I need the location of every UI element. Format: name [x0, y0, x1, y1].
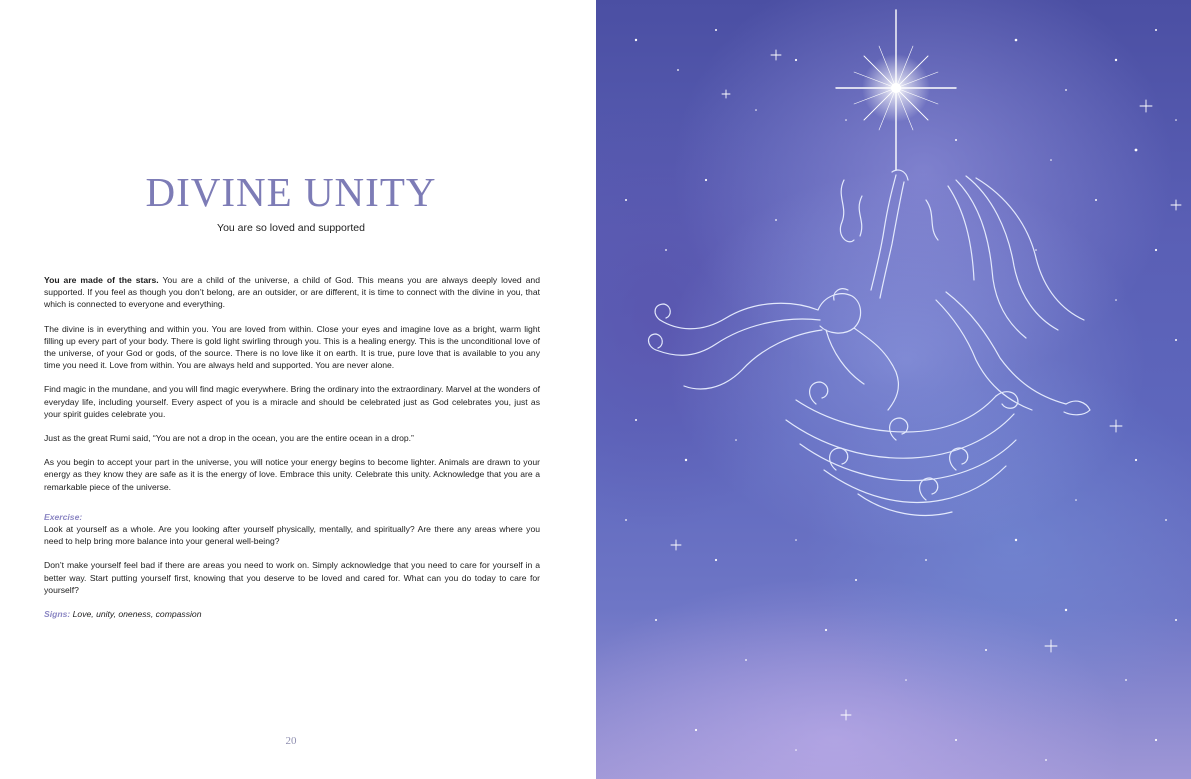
page-title: DIVINE UNITY	[145, 169, 437, 215]
page-subtitle: You are so loved and supported	[217, 222, 365, 234]
paragraph-2: The divine is in everything and within you. You are loved from within. Close your eyes and imagine love as a bright, warm light filling up every part of your body. There is gold light swirling through you. This is a healing energy. This is the unconditional love of the universe, of your God or gods, of the source. There is no love like it on earth. It is true, pure love that is available to you any time you need it. Love from within. You are always held and supported. You are never alone.	[44, 323, 540, 371]
signs-label: Signs:	[44, 609, 71, 620]
body-text	[44, 274, 540, 632]
page-number: 20	[285, 735, 297, 747]
exercise-label: Exercise:	[44, 511, 83, 522]
celestial-woman-illustration	[596, 0, 1191, 779]
paragraph-1-rest: You are a child of the universe, a child of God. This means you are always deeply loved and supported. If you feel as though you don’t belong, are an outsider, or are different, it is time to connect with the divine in you, that which is connected to everyone and everything.	[44, 275, 540, 310]
paragraph-5: As you begin to accept your part in the universe, you will notice your energy begins to become lighter. Animals are drawn to your energy as they know they are safe as it is the energy of love. Embrace this unity. Celebrate this unity. Acknowledge that you are a remarkable piece of the universe.	[44, 457, 540, 492]
exercise-text-1: Look at yourself as a whole. Are you looking after yourself physically, mentally, and spiritually? Are there any areas where you need to help bring more balance into your general well-being?	[44, 524, 540, 547]
paragraph-3: Find magic in the mundane, and you will find magic everywhere. Bring the ordinary into the extraordinary. Marvel at the wonders of everyday life, including yourself. Every aspect of you is a miracle and should be celebrated just as God celebrates you, just as your spirit guides celebrate you.	[44, 384, 540, 419]
exercise-paragraph-2: Don’t make yourself feel bad if there are areas you need to work on. Simply acknowledge that you need to care for yourself in a better way. Start putting yourself first, knowing that you deserve to be loved and cared for. What can you do today to care for yourself?	[44, 560, 540, 595]
paragraph-4: Just as the great Rumi said, “You are not a drop in the ocean, you are the entire ocean in a drop.”	[44, 433, 414, 444]
signs-line	[44, 608, 540, 620]
signs-text: Love, unity, oneness, compassion	[70, 609, 202, 620]
lead-sentence: You are made of the stars.	[44, 275, 159, 285]
exercise-section	[44, 511, 540, 596]
star-icon	[836, 10, 956, 170]
illustration-page	[596, 0, 1191, 779]
paragraph-1	[44, 274, 540, 311]
exercise-paragraph-1	[44, 511, 540, 548]
